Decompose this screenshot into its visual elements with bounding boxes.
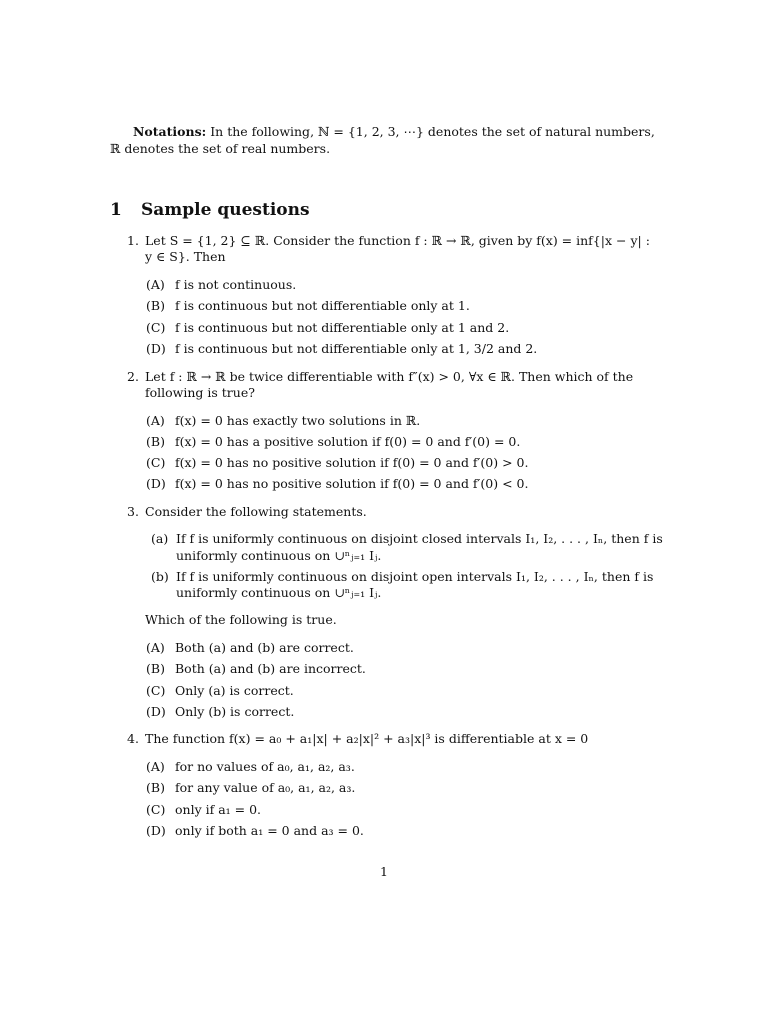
q3-statement-a-line-2: uniformly continuous on ∪ⁿⱼ₌₁ Iⱼ. xyxy=(176,548,382,563)
notation-line-1 xyxy=(133,124,655,139)
q2-option-d-text: f(x) = 0 has no positive solution if f(0) = 0 and f′(0) < 0. xyxy=(175,476,529,491)
q1-option-a-text: f is not continuous. xyxy=(175,277,297,292)
q4-option-a-label: (A) xyxy=(146,759,165,774)
q3-option-c-text: Only (a) is correct. xyxy=(175,683,294,698)
q2-option-d-label: (D) xyxy=(146,476,166,491)
page-number: 1 xyxy=(380,864,388,879)
q1-option-d-label: (D) xyxy=(146,341,166,356)
q4-option-c-text: only if a₁ = 0. xyxy=(175,802,262,817)
q1-option-d-text: f is continuous but not differentiable only at 1, 3/2 and 2. xyxy=(175,341,538,356)
q2-option-b-text: f(x) = 0 has a positive solution if f(0) = 0 and f′(0) = 0. xyxy=(175,434,521,449)
q1-option-b-label: (B) xyxy=(146,298,165,313)
section-number: 1 xyxy=(110,200,122,220)
q2-option-a-label: (A) xyxy=(146,413,165,428)
q4-option-b-text: for any value of a₀, a₁, a₂, a₃. xyxy=(175,780,356,795)
q3-option-b-text: Both (a) and (b) are incorrect. xyxy=(175,661,366,676)
q3-statement-b-line-2: uniformly continuous on ∪ⁿⱼ₌₁ Iⱼ. xyxy=(176,585,382,600)
q3-option-b-label: (B) xyxy=(146,661,165,676)
q3-statement-b-line-1: If f is uniformly continuous on disjoint open intervals I₁, I₂, . . . , Iₙ, then f is xyxy=(176,569,654,584)
question-2-stem-1: Let f : ℝ → ℝ be twice differentiable with f″(x) > 0, ∀x ∈ ℝ. Then which of the xyxy=(145,369,634,384)
question-1-stem-1: Let S = {1, 2} ⊆ ℝ. Consider the function f : ℝ → ℝ, given by f(x) = inf{|x − y| : xyxy=(145,233,650,248)
q3-statement-a-line-1: If f is uniformly continuous on disjoint closed intervals I₁, I₂, . . . , Iₙ, then f is xyxy=(176,531,663,546)
q4-option-c-label: (C) xyxy=(146,802,166,817)
q2-option-c-text: f(x) = 0 has no positive solution if f(0) = 0 and f′(0) > 0. xyxy=(175,455,529,470)
notation-label: Notations: xyxy=(133,124,207,139)
q3-option-a-text: Both (a) and (b) are correct. xyxy=(175,640,354,655)
q3-statement-b-label: (b) xyxy=(151,569,169,584)
q4-option-a-text: for no values of a₀, a₁, a₂, a₃. xyxy=(175,759,355,774)
question-3-stem: Consider the following statements. xyxy=(145,504,367,519)
section-title: Sample questions xyxy=(141,200,310,220)
notation-text-1: In the following, ℕ = {1, 2, 3, ⋯} denotes the set of natural numbers, xyxy=(210,124,655,139)
question-1-number: 1. xyxy=(127,233,139,248)
q2-option-b-label: (B) xyxy=(146,434,165,449)
q1-option-b-text: f is continuous but not differentiable only at 1. xyxy=(175,298,470,313)
question-3-number: 3. xyxy=(127,504,139,519)
q1-option-c-text: f is continuous but not differentiable only at 1 and 2. xyxy=(175,320,510,335)
q4-option-b-label: (B) xyxy=(146,780,165,795)
q2-option-a-text: f(x) = 0 has exactly two solutions in ℝ. xyxy=(175,413,421,428)
q3-statement-a-label: (a) xyxy=(151,531,169,546)
q3-prompt: Which of the following is true. xyxy=(145,612,337,627)
question-2-number: 2. xyxy=(127,369,139,384)
question-4-stem: The function f(x) = a₀ + a₁|x| + a₂|x|² + a₃|x|³ is differentiable at x = 0 xyxy=(145,731,589,746)
q1-option-c-label: (C) xyxy=(146,320,166,335)
question-2-stem-2: following is true? xyxy=(145,385,255,400)
notation-line-2: ℝ denotes the set of real numbers. xyxy=(110,141,331,156)
q4-option-d-label: (D) xyxy=(146,823,166,838)
q1-option-a-label: (A) xyxy=(146,277,165,292)
question-1-stem-2: y ∈ S}. Then xyxy=(145,249,226,264)
q3-option-a-label: (A) xyxy=(146,640,165,655)
q4-option-d-text: only if both a₁ = 0 and a₃ = 0. xyxy=(175,823,364,838)
q3-option-c-label: (C) xyxy=(146,683,166,698)
question-4-number: 4. xyxy=(127,731,139,746)
q2-option-c-label: (C) xyxy=(146,455,166,470)
q3-option-d-text: Only (b) is correct. xyxy=(175,704,295,719)
q3-option-d-label: (D) xyxy=(146,704,166,719)
